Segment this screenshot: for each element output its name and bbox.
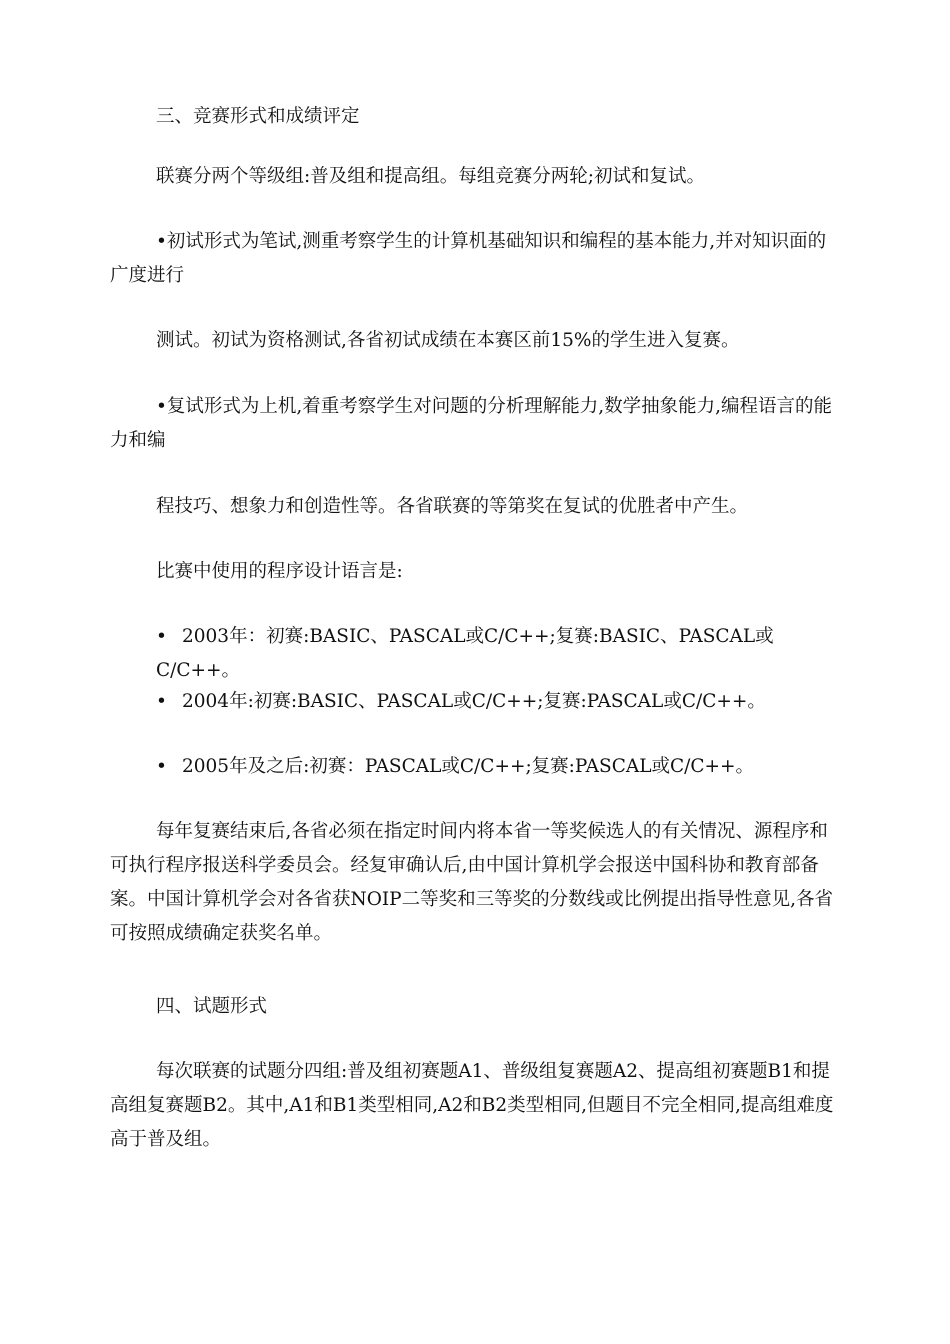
list-item [156,750,836,784]
list-item-text: 2003年：初赛:BASIC、PASCAL或C/C++;复赛:BASIC、PASCAL或C/C++。 [156,626,774,681]
section-3-paragraph-final-skills: 程技巧、想象力和创造性等。各省联赛的等第奖在复试的优胜者中产生。 [156,496,749,517]
section-3-heading: 三、竞赛形式和成绩评定 [156,106,360,127]
bullet-icon: • [156,691,167,712]
section-4-heading: 四、试题形式 [156,996,268,1017]
section-3-paragraph-groups: 联赛分两个等级组:普及组和提高组。每组竞赛分两轮;初试和复试。 [156,166,705,187]
section-3-paragraph-preliminary-test: 测试。初试为资格测试,各省初试成绩在本赛区前15%的学生进入复赛。 [156,330,740,351]
list-item-text: 2005年及之后:初赛：PASCAL或C/C++;复赛:PASCAL或C/C++。 [182,756,755,777]
list-item [156,620,836,688]
bullet-icon: • [156,626,167,647]
section-3-paragraph-review: 每年复赛结束后,各省必须在指定时间内将本省一等奖候选人的有关情况、源程序和可执行程序报送科学委员会。经复审确认后,由中国计算机学会报送中国科协和教育部备案。中国计算机学会对各省获NOIP二等奖和三等奖的分数线或比例提出指导性意见,各省可按照成绩确定获奖名单。 [110,821,833,944]
section-4-paragraph-problems: 每次联赛的试题分四组:普及组初赛题A1、普级组复赛题A2、提高组初赛题B1和提高组复赛题B2。其中,A1和B1类型相同,A2和B2类型相同,但题目不完全相同,提高组难度高于普及组。 [110,1061,834,1150]
list-item-text: 2004年:初赛:BASIC、PASCAL或C/C++;复赛:PASCAL或C/C++。 [182,691,766,712]
bullet-icon: • [156,756,167,777]
section-3-paragraph-final-form: •复试形式为上机,着重考察学生对问题的分析理解能力,数学抽象能力,编程语言的能力和编 [110,396,833,451]
section-3-paragraph-preliminary-form: •初试形式为笔试,测重考察学生的计算机基础知识和编程的基本能力,并对知识面的广度进行 [110,231,827,286]
section-3-paragraph-languages-intro: 比赛中使用的程序设计语言是: [156,561,403,582]
list-item [156,685,836,719]
